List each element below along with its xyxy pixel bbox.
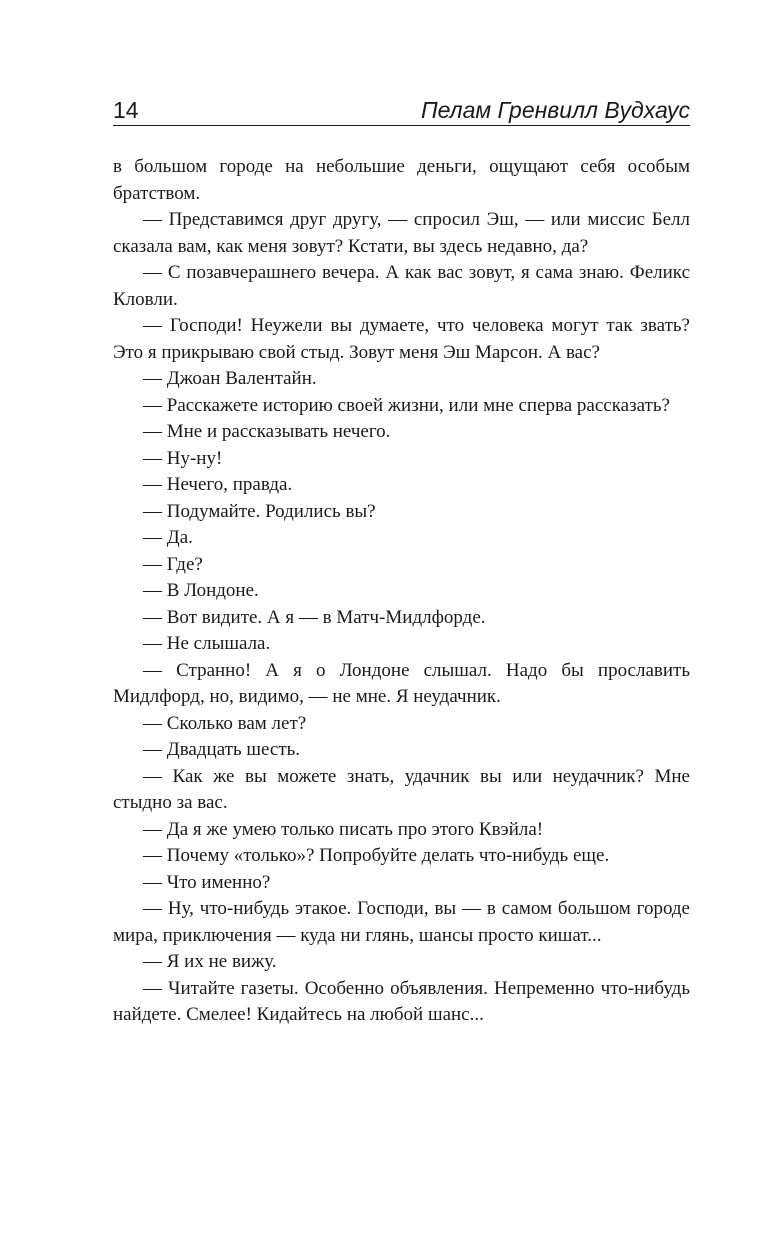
paragraph: в большом городе на небольшие деньги, ощущают себя особым братством. bbox=[113, 156, 690, 204]
paragraph: — Ну-ну! bbox=[143, 447, 223, 469]
paragraph: — Представимся друг другу, — спросил Эш, — или миссис Белл сказала вам, как меня зовут? Кстати, вы здесь недавно, да? bbox=[113, 209, 690, 257]
paragraph: — Читайте газеты. Особенно объявления. Непременно что-нибудь найдете. Смелее! Кидайтесь на любой шанс... bbox=[113, 977, 690, 1025]
paragraph: — Сколько вам лет? bbox=[143, 712, 307, 734]
paragraph: — Двадцать шесть. bbox=[143, 739, 301, 760]
paragraph: — Не слышала. bbox=[143, 633, 271, 654]
paragraph: — Подумайте. Родились вы? bbox=[143, 500, 376, 522]
paragraph: — С позавчерашнего вечера. А как вас зовут, я сама знаю. Феликс Кловли. bbox=[113, 262, 690, 310]
running-title: Пелам Гренвилл Вудхаус bbox=[420, 97, 690, 123]
paragraph: — Нечего, правда. bbox=[143, 474, 293, 495]
page-header bbox=[113, 88, 690, 126]
paragraph: — Джоан Валентайн. bbox=[143, 368, 317, 389]
paragraph: — Где? bbox=[143, 553, 203, 575]
book-page bbox=[113, 88, 690, 1029]
paragraph: — Почему «только»? Попробуйте делать что-нибудь еще. bbox=[143, 845, 610, 866]
paragraph: — Расскажете историю своей жизни, или мне сперва рассказать? bbox=[143, 394, 670, 416]
paragraph: — Мне и рассказывать нечего. bbox=[143, 421, 391, 442]
page-number: 14 bbox=[113, 97, 139, 123]
paragraph: — Господи! Неужели вы думаете, что человека могут так звать? Это я прикрываю свой стыд. Зовут меня Эш Марсон. А вас? bbox=[113, 315, 690, 363]
body-text bbox=[113, 154, 690, 1029]
paragraph: — Что именно? bbox=[143, 871, 271, 893]
paragraph: — Вот видите. А я — в Матч-Мидлфорде. bbox=[143, 606, 486, 628]
paragraph: — Странно! А я о Лондоне слышал. Надо бы прославить Мидлфорд, но, видимо, — не мне. Я неудачник. bbox=[113, 659, 690, 707]
paragraph: — Я их не вижу. bbox=[143, 951, 277, 972]
paragraph: — В Лондоне. bbox=[143, 580, 259, 601]
paragraph: — Да я же умею только писать про этого Квэйла! bbox=[143, 818, 544, 840]
paragraph: — Да. bbox=[143, 527, 193, 548]
paragraph: — Как же вы можете знать, удачник вы или неудачник? Мне стыдно за вас. bbox=[113, 765, 690, 813]
paragraph: — Ну, что-нибудь этакое. Господи, вы — в самом большом городе мира, приключения — куда ни глянь, шансы просто кишат... bbox=[113, 898, 690, 946]
